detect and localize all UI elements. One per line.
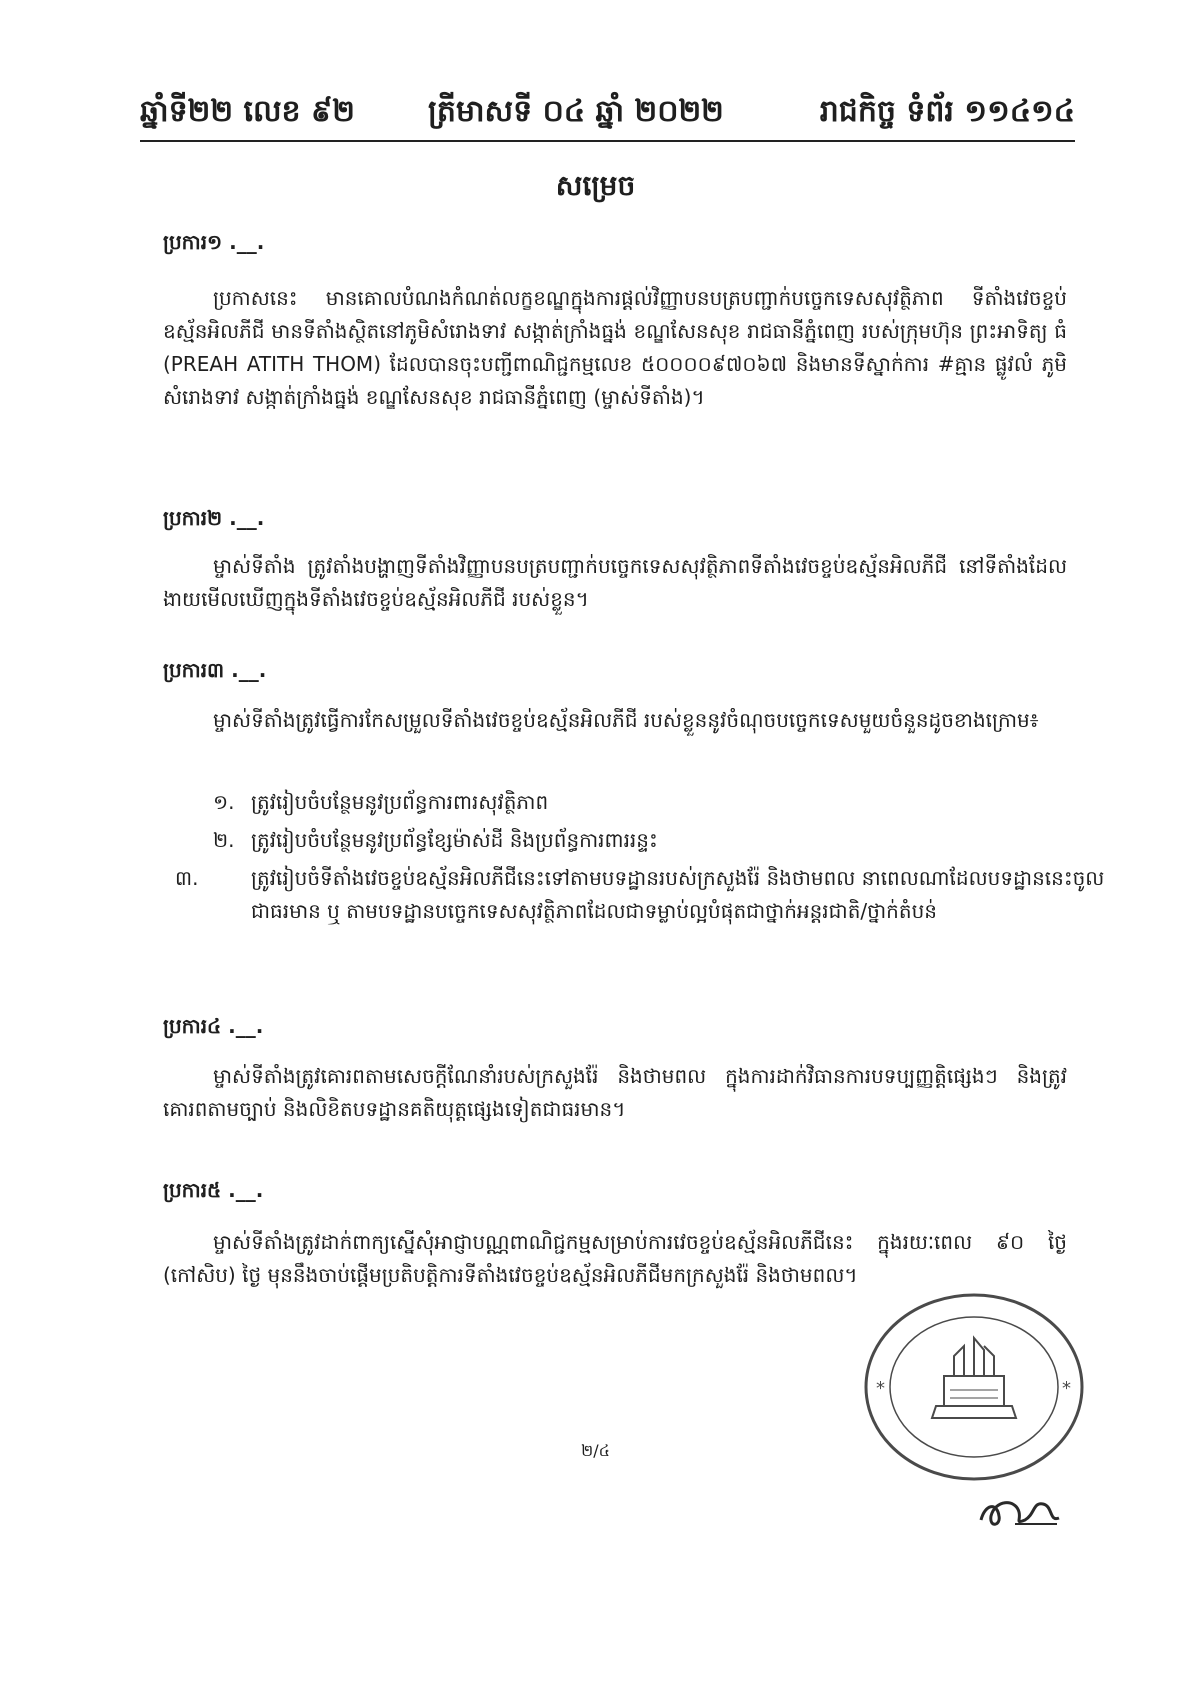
- article-5-body: ម្ចាស់ទីតាំងត្រូវដាក់ពាក្យស្នើសុំអាជ្ញាបណ្ណពាណិជ្ជកម្មសម្រាប់ការវេចខ្ចប់ឧស្ម័នអិលភីជីនេះ ក្នុងរយៈពេល ៩០ ថ្ងៃ (កៅសិប) ថ្ងៃ មុននឹងចាប់ផ្តើមប្រតិបត្តិការទីតាំងវេចខ្ចប់ឧស្ម័នអិលភីជីមកក្រសួងរ៉ែ និងថាមពល។: [163, 1230, 1067, 1287]
- article-1-body: ប្រកាសនេះ មានគោលបំណងកំណត់លក្ខខណ្ឌក្នុងការផ្តល់វិញ្ញាបនបត្របញ្ជាក់បច្ចេកទេសសុវត្ថិភាព ទីតាំងវេចខ្ចប់ឧស្ម័នអិលភីជី មានទីតាំងស្ថិតនៅភូមិសំរោងទាវ សង្កាត់ក្រាំងធ្នង់ ខណ្ឌសែនសុខ រាជធានីភ្នំពេញ របស់ក្រុមហ៊ុន ព្រះអាទិត្យ ធំ (PREAH ATITH THOM) ដែលបានចុះបញ្ជីពាណិជ្ជកម្មលេខ ៥០០០០៩៧០៦៧ និងមានទីស្នាក់ការ #គ្មាន ផ្លូវលំ ភូមិសំរោងទាវ សង្កាត់ក្រាំងធ្នង់ ខណ្ឌសែនសុខ រាជធានីភ្នំពេញ (ម្ចាស់ទីតាំង)។: [163, 286, 1067, 409]
- header-quarter: ត្រីមាសទី ០៤ ឆ្នាំ ២០២២: [428, 94, 724, 129]
- header-rule: [140, 140, 1075, 142]
- list-item-text: ត្រូវរៀបចំបន្ថែមនូវប្រព័ន្ធខ្សែម៉ាស់ដី និងប្រព័ន្ធការពាររន្ទះ: [251, 828, 658, 852]
- list-item-number: ១.: [213, 790, 235, 814]
- article-4-heading: ប្រការ៤ .__.: [163, 1014, 264, 1038]
- article-4-text: [163, 1060, 1067, 1126]
- article-2-text: [163, 550, 1067, 616]
- page-number: ២/៤: [581, 1441, 610, 1460]
- article-5-heading: ប្រការ៥ .__.: [163, 1178, 264, 1202]
- svg-text:*: *: [876, 1378, 885, 1399]
- list-item: [175, 862, 1105, 928]
- list-item: [213, 786, 1067, 819]
- list-item-text: ត្រូវរៀបចំបន្ថែមនូវប្រព័ន្ធការពារសុវត្ថិភាព: [251, 790, 549, 814]
- decision-title: សម្រេច: [555, 169, 636, 202]
- article-5-text: [163, 1226, 1067, 1292]
- article-3-heading: ប្រការ៣ .__.: [163, 658, 267, 682]
- gazette-header: [0, 92, 1191, 136]
- article-3-body: ម្ចាស់ទីតាំងត្រូវធ្វើការកែសម្រួលទីតាំងវេចខ្ចប់ឧស្ម័នអិលភីជី របស់ខ្លួននូវចំណុចបច្ចេកទេសមួយចំនួនដូចខាងក្រោម៖: [213, 708, 1039, 732]
- article-4-body: ម្ចាស់ទីតាំងត្រូវគោរពតាមសេចក្តីណែនាំរបស់ក្រសួងរ៉ែ និងថាមពល ក្នុងការដាក់វិធានការបទប្បញ្ញត្តិផ្សេងៗ និងត្រូវគោរពតាមច្បាប់ និងលិខិតបទដ្ឋានគតិយុត្តផ្សេងទៀតជាធរមាន។: [163, 1064, 1067, 1121]
- svg-text:*: *: [1062, 1378, 1071, 1399]
- list-item-number: ២.: [213, 828, 235, 852]
- article-2-heading: ប្រការ២ .__.: [163, 506, 265, 530]
- article-3-text: [163, 704, 1067, 737]
- article-1-heading: ប្រការ១ .__.: [163, 230, 265, 254]
- header-page-ref: រាជកិច្ច ទំព័រ ១១៤១៤: [819, 94, 1075, 129]
- article-1-text: [163, 282, 1067, 414]
- signature-icon: [975, 1490, 1065, 1532]
- header-year-issue: ឆ្នាំទី២២ លេខ ៩២: [140, 94, 355, 129]
- list-item: [213, 824, 1067, 857]
- article-2-body: ម្ចាស់ទីតាំង ត្រូវតាំងបង្ហាញទីតាំងវិញ្ញាបនបត្របញ្ជាក់បច្ចេកទេសសុវត្ថិភាពទីតាំងវេចខ្ចប់ឧស្ម័នអិលភីជី នៅទីតាំងដែលងាយមើលឃើញក្នុងទីតាំងវេចខ្ចប់ឧស្ម័នអិលភីជី របស់ខ្លួន។: [163, 554, 1067, 611]
- list-item-text: ត្រូវរៀបចំទីតាំងវេចខ្ចប់ឧស្ម័នអិលភីជីនេះទៅតាមបទដ្ឋានរបស់ក្រសួងរ៉ែ និងថាមពល នាពេលណាដែលបទដ្ឋាននេះចូលជាធរមាន ឬ តាមបទដ្ឋានបច្ចេកទេសសុវត្ថិភាពដែលជាទម្លាប់ល្អបំផុតជាថ្នាក់អន្តរជាតិ/ថ្នាក់តំបន់: [251, 866, 1105, 923]
- list-item-number: ៣.: [175, 866, 199, 890]
